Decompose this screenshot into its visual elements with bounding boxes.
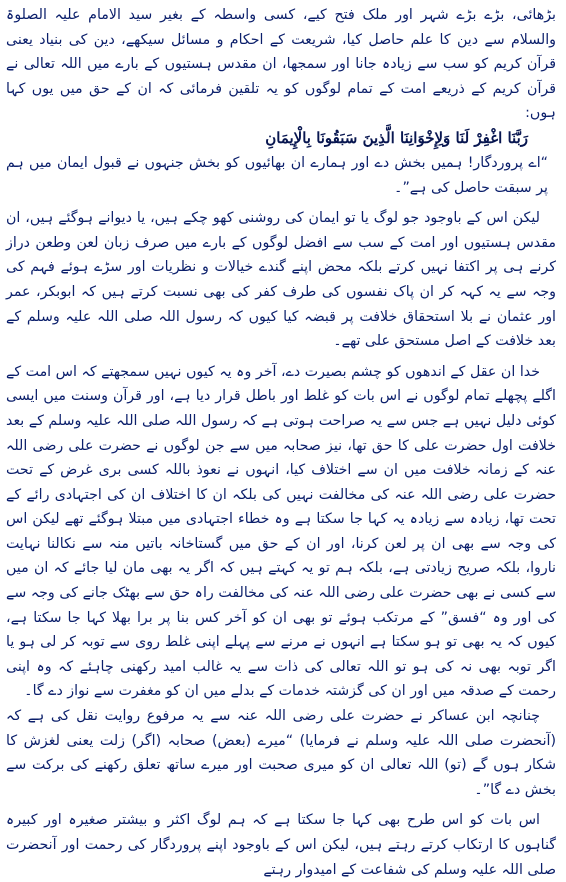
paragraph-intro: بڑھائی، بڑے بڑے شہر اور ملک فتح کیے، کسی واسطہ کے بغیر سید الامام علیہ الصلوۃ والسلام سے دین کا علم حاصل کیا، شریعت کے احکام و مسائل سیکھے، دین کی بنیاد یعنی قرآن کریم کو سب سے زیادہ جانا اور سمجھا، ان مقدس ہستیوں کے بارے میں اللہ تعالی نے قرآن کریم کے ذریعے امت کے تمام لوگوں کو یہ تلقین فرمائی کہ ان کے حق میں یوں کہا ہوں:: [6, 7, 556, 122]
verse-translation: “اے پروردگار! ہمیں بخش دے اور ہمارے ان بھائیوں کو بخش جنہوں نے قبول ایمان میں ہم پر سبقت حاصل کی ہے”۔: [6, 154, 548, 196]
quranic-verse: رَبَّنَا اغْفِرْ لَنَا وَلِإِخْوَانِنَا الَّذِينَ سَبَقُونَا بِالْإِيمَانِ: [265, 128, 528, 147]
paragraph-rebuttal: خدا ان عقل کے اندھوں کو چشم بصیرت دے، آخر وہ یہ کیوں نہیں سمجھتے کہ اس امت کے اگلے پچھلے تمام لوگوں نے اس بات کو غلط اور باطل قرار دیا ہے، اور قرآن وسنت میں ایسی کوئی دلیل نہیں ہے جس سے یہ صراحت ہوتی ہے کہ رسول اللہ صلی اللہ علیہ وسلم کے بعد خلافت اول حضرت علی کا حق تھا، نیز صحابہ میں سے جن لوگوں نے حضرت علی رضی اللہ عنہ کے زمانہ خلافت میں ان سے اختلاف کیا، انہوں نے نعوذ باللہ کسی بری غرض کے تحت حضرت علی رضی اللہ عنہ کی مخالفت نہیں کی بلکہ ان کا اختلاف ان کی اجتہادی رائے کے تحت تھا، زیادہ سے زیادہ یہ کہا جا سکتا ہے وہ خطاء اجتہادی میں مبتلا ہوگئے تھے لیکن اس کی وجہ سے بھی ان پر لعن کرنا، اور ان کے حق میں گستاخانہ باتیں منہ سے نکالنا نہایت ناروا، بلکہ صریح زیادتی ہے، بلکہ ہم تو یہ کہتے ہیں کہ اگر یہ بھی مان لیا جائے کہ ان میں سے کسی نے بھی حضرت علی رضی اللہ عنہ کی مخالفت راہ حق سے بھٹک جانے کی وجہ سے کی اور وہ “فسق” کے مرتکب ہوئے تو بھی ان کو آخر کس بنا پر برا بھلا کہا جا سکتا ہے، کیوں کہ یہ بھی تو ہو سکتا ہے انہوں نے مرنے سے پہلے اپنی غلط روی سے توبہ کر لی ہو یا اگر توبہ بھی نہ کی ہو تو اللہ تعالی کی ذات سے یہ غالب امید رکھنی چاہئے کہ وہ اپنی رحمت کے صدقہ میں اور ان کی گزشتہ خدمات کے بدلے میں ان کو مغفرت سے نواز دے گا۔: [6, 363, 556, 700]
paragraph-narration: چنانچہ ابن عساکر نے حضرت علی رضی اللہ عنہ سے یہ مرفوع روایت نقل کی ہے کہ (آنحضرت صلی اللہ علیہ وسلم نے فرمایا) “میرے (بعض) صحابہ (اگر) زلت یعنی لغزش کا شکار ہوں گے (تو) اللہ تعالی ان کو میری صحبت اور میرے ساتھ تعلق رکھنے کی برکت سے بخش دے گا”۔: [6, 708, 556, 798]
paragraph-critics: لیکن اس کے باوجود جو لوگ یا تو ایمان کی روشنی کھو چکے ہیں، یا دیوانے ہوگئے ہیں، ان مقدس ہستیوں اور امت کے سب سے افضل لوگوں کے بارے میں صرف زبان لعن وطعن دراز کرنے ہی پر اکتفا نہیں کرتے بلکہ محض اپنے گندے خیالات و نظریات اور سڑے ہوئے فہم کی وجہ سے یہ کہہ کر ان پاک نفسوں کی طرف کفر کی بھی نسبت کرتے ہیں کہ ابوبکر، عمر اور عثمان نے بلا استحقاق خلافت پر قبضہ کیا کیوں کہ رسول اللہ صلی اللہ علیہ وسلم کے بعد خلافت کے اصل مستحق علی تھے۔: [6, 210, 556, 350]
paragraph-closing: اس بات کو اس طرح بھی کہا جا سکتا ہے کہ ہم لوگ اکثر و بیشتر صغیرہ اور کبیرہ گناہوں کا ارتکاب کرتے رہتے ہیں، لیکن اس کے باوجود اپنے پروردگار کی رحمت اور آنحضرت صلی اللہ علیہ وسلم کی شفاعت کے امیدوار رہتے: [6, 812, 556, 878]
